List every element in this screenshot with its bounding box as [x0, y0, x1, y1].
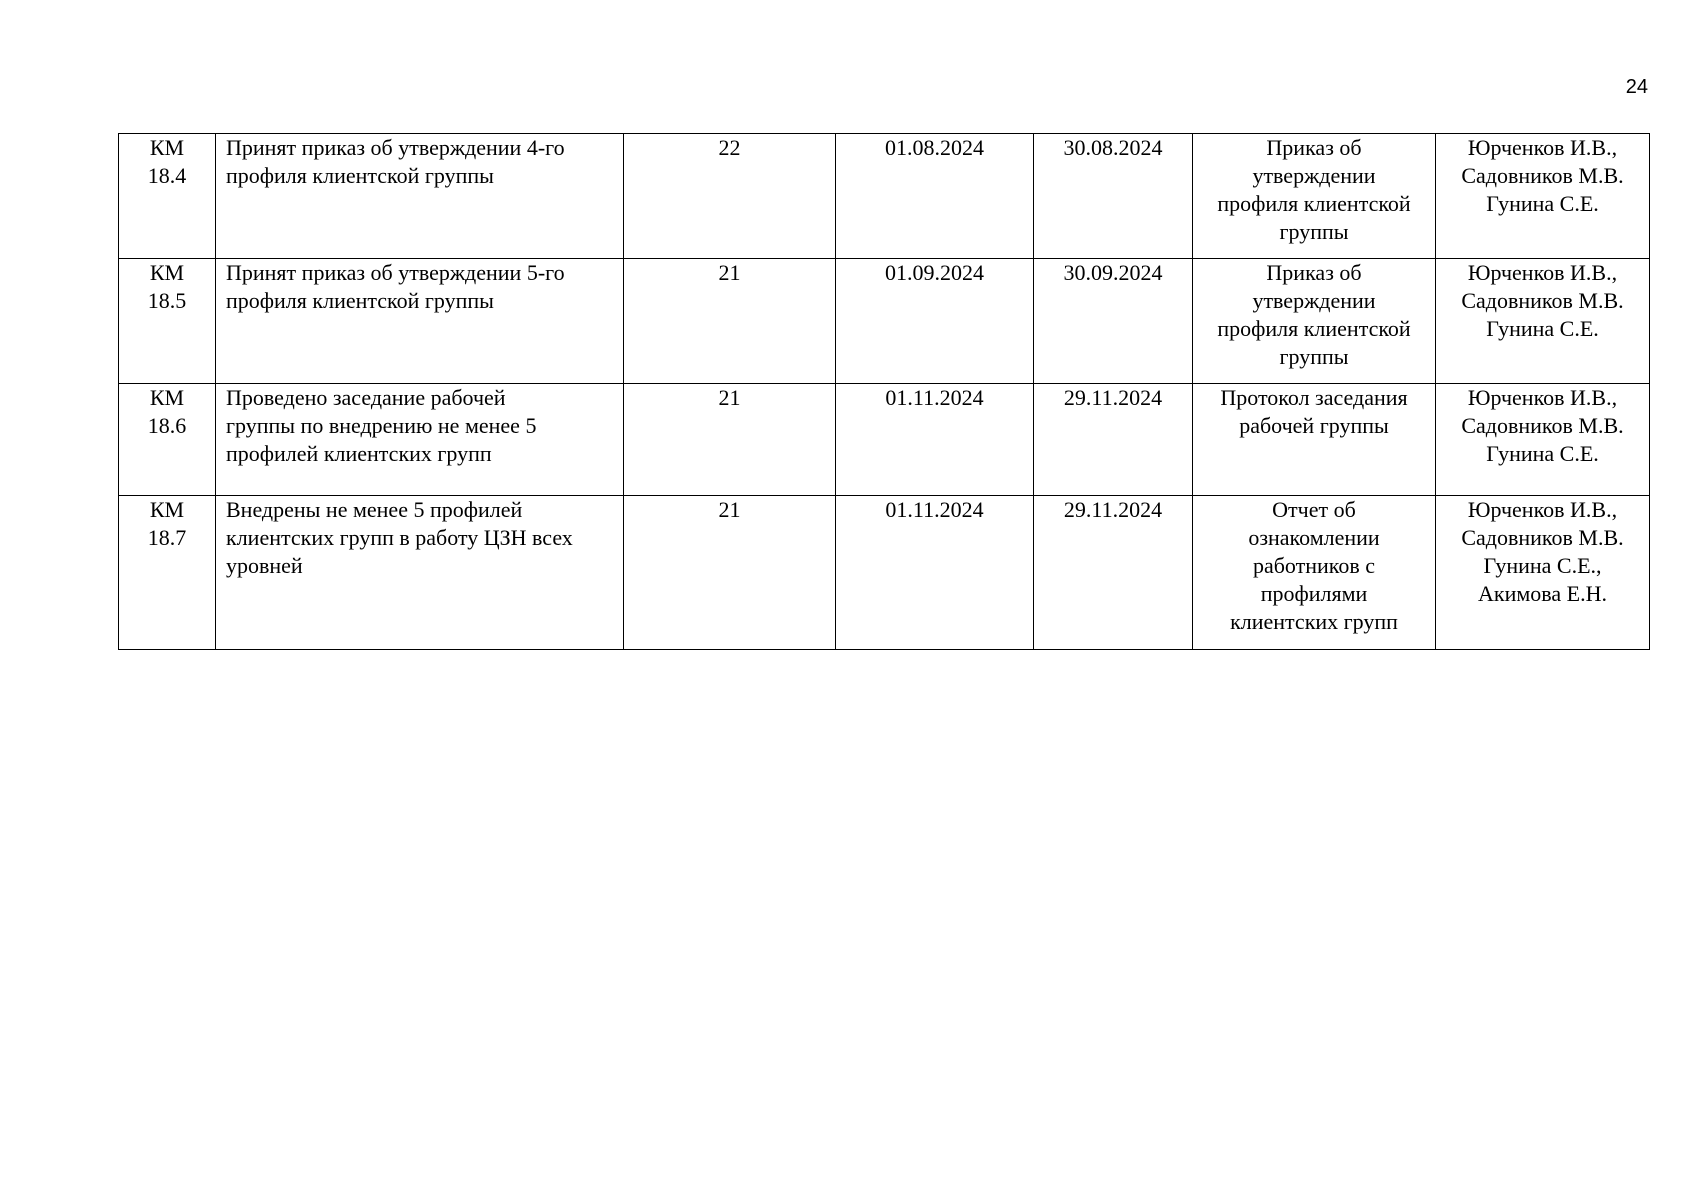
description-cell: Принят приказ об утверждении 4-го профиля клиентской группы — [216, 134, 624, 259]
days-cell: 22 — [624, 134, 836, 259]
description-cell: Внедрены не менее 5 профилей клиентских групп в работу ЦЗН всех уровней — [216, 496, 624, 650]
document-cell: Отчет об ознакомлении работников с профилями клиентских групп — [1193, 496, 1436, 650]
responsible-cell: Юрченков И.В., Садовников М.В. Гунина С.Е. — [1436, 259, 1650, 384]
days-cell: 21 — [624, 259, 836, 384]
responsible-cell: Юрченков И.В., Садовников М.В. Гунина С.Е. — [1436, 134, 1650, 259]
table-row — [119, 134, 1650, 259]
code-cell: КМ 18.7 — [119, 496, 216, 650]
start-date-cell: 01.08.2024 — [836, 134, 1034, 259]
responsible-cell: Юрченков И.В., Садовников М.В. Гунина С.Е., Акимова Е.Н. — [1436, 496, 1650, 650]
code-cell: КМ 18.4 — [119, 134, 216, 259]
table-row — [119, 496, 1650, 650]
code-cell: КМ 18.5 — [119, 259, 216, 384]
end-date-cell: 29.11.2024 — [1034, 384, 1193, 496]
description-cell: Принят приказ об утверждении 5-го профиля клиентской группы — [216, 259, 624, 384]
table-row — [119, 384, 1650, 496]
days-cell: 21 — [624, 496, 836, 650]
document-cell: Приказ об утверждении профиля клиентской группы — [1193, 134, 1436, 259]
days-cell: 21 — [624, 384, 836, 496]
document-cell: Приказ об утверждении профиля клиентской группы — [1193, 259, 1436, 384]
code-cell: КМ 18.6 — [119, 384, 216, 496]
responsible-cell: Юрченков И.В., Садовников М.В. Гунина С.Е. — [1436, 384, 1650, 496]
start-date-cell: 01.11.2024 — [836, 496, 1034, 650]
page-number: 24 — [1625, 76, 1648, 98]
end-date-cell: 30.08.2024 — [1034, 134, 1193, 259]
document-cell: Протокол заседания рабочей группы — [1193, 384, 1436, 496]
table-row — [119, 259, 1650, 384]
end-date-cell: 30.09.2024 — [1034, 259, 1193, 384]
end-date-cell: 29.11.2024 — [1034, 496, 1193, 650]
description-cell: Проведено заседание рабочей группы по внедрению не менее 5 профилей клиентских групп — [216, 384, 624, 496]
start-date-cell: 01.09.2024 — [836, 259, 1034, 384]
milestones-table — [118, 133, 1650, 650]
start-date-cell: 01.11.2024 — [836, 384, 1034, 496]
